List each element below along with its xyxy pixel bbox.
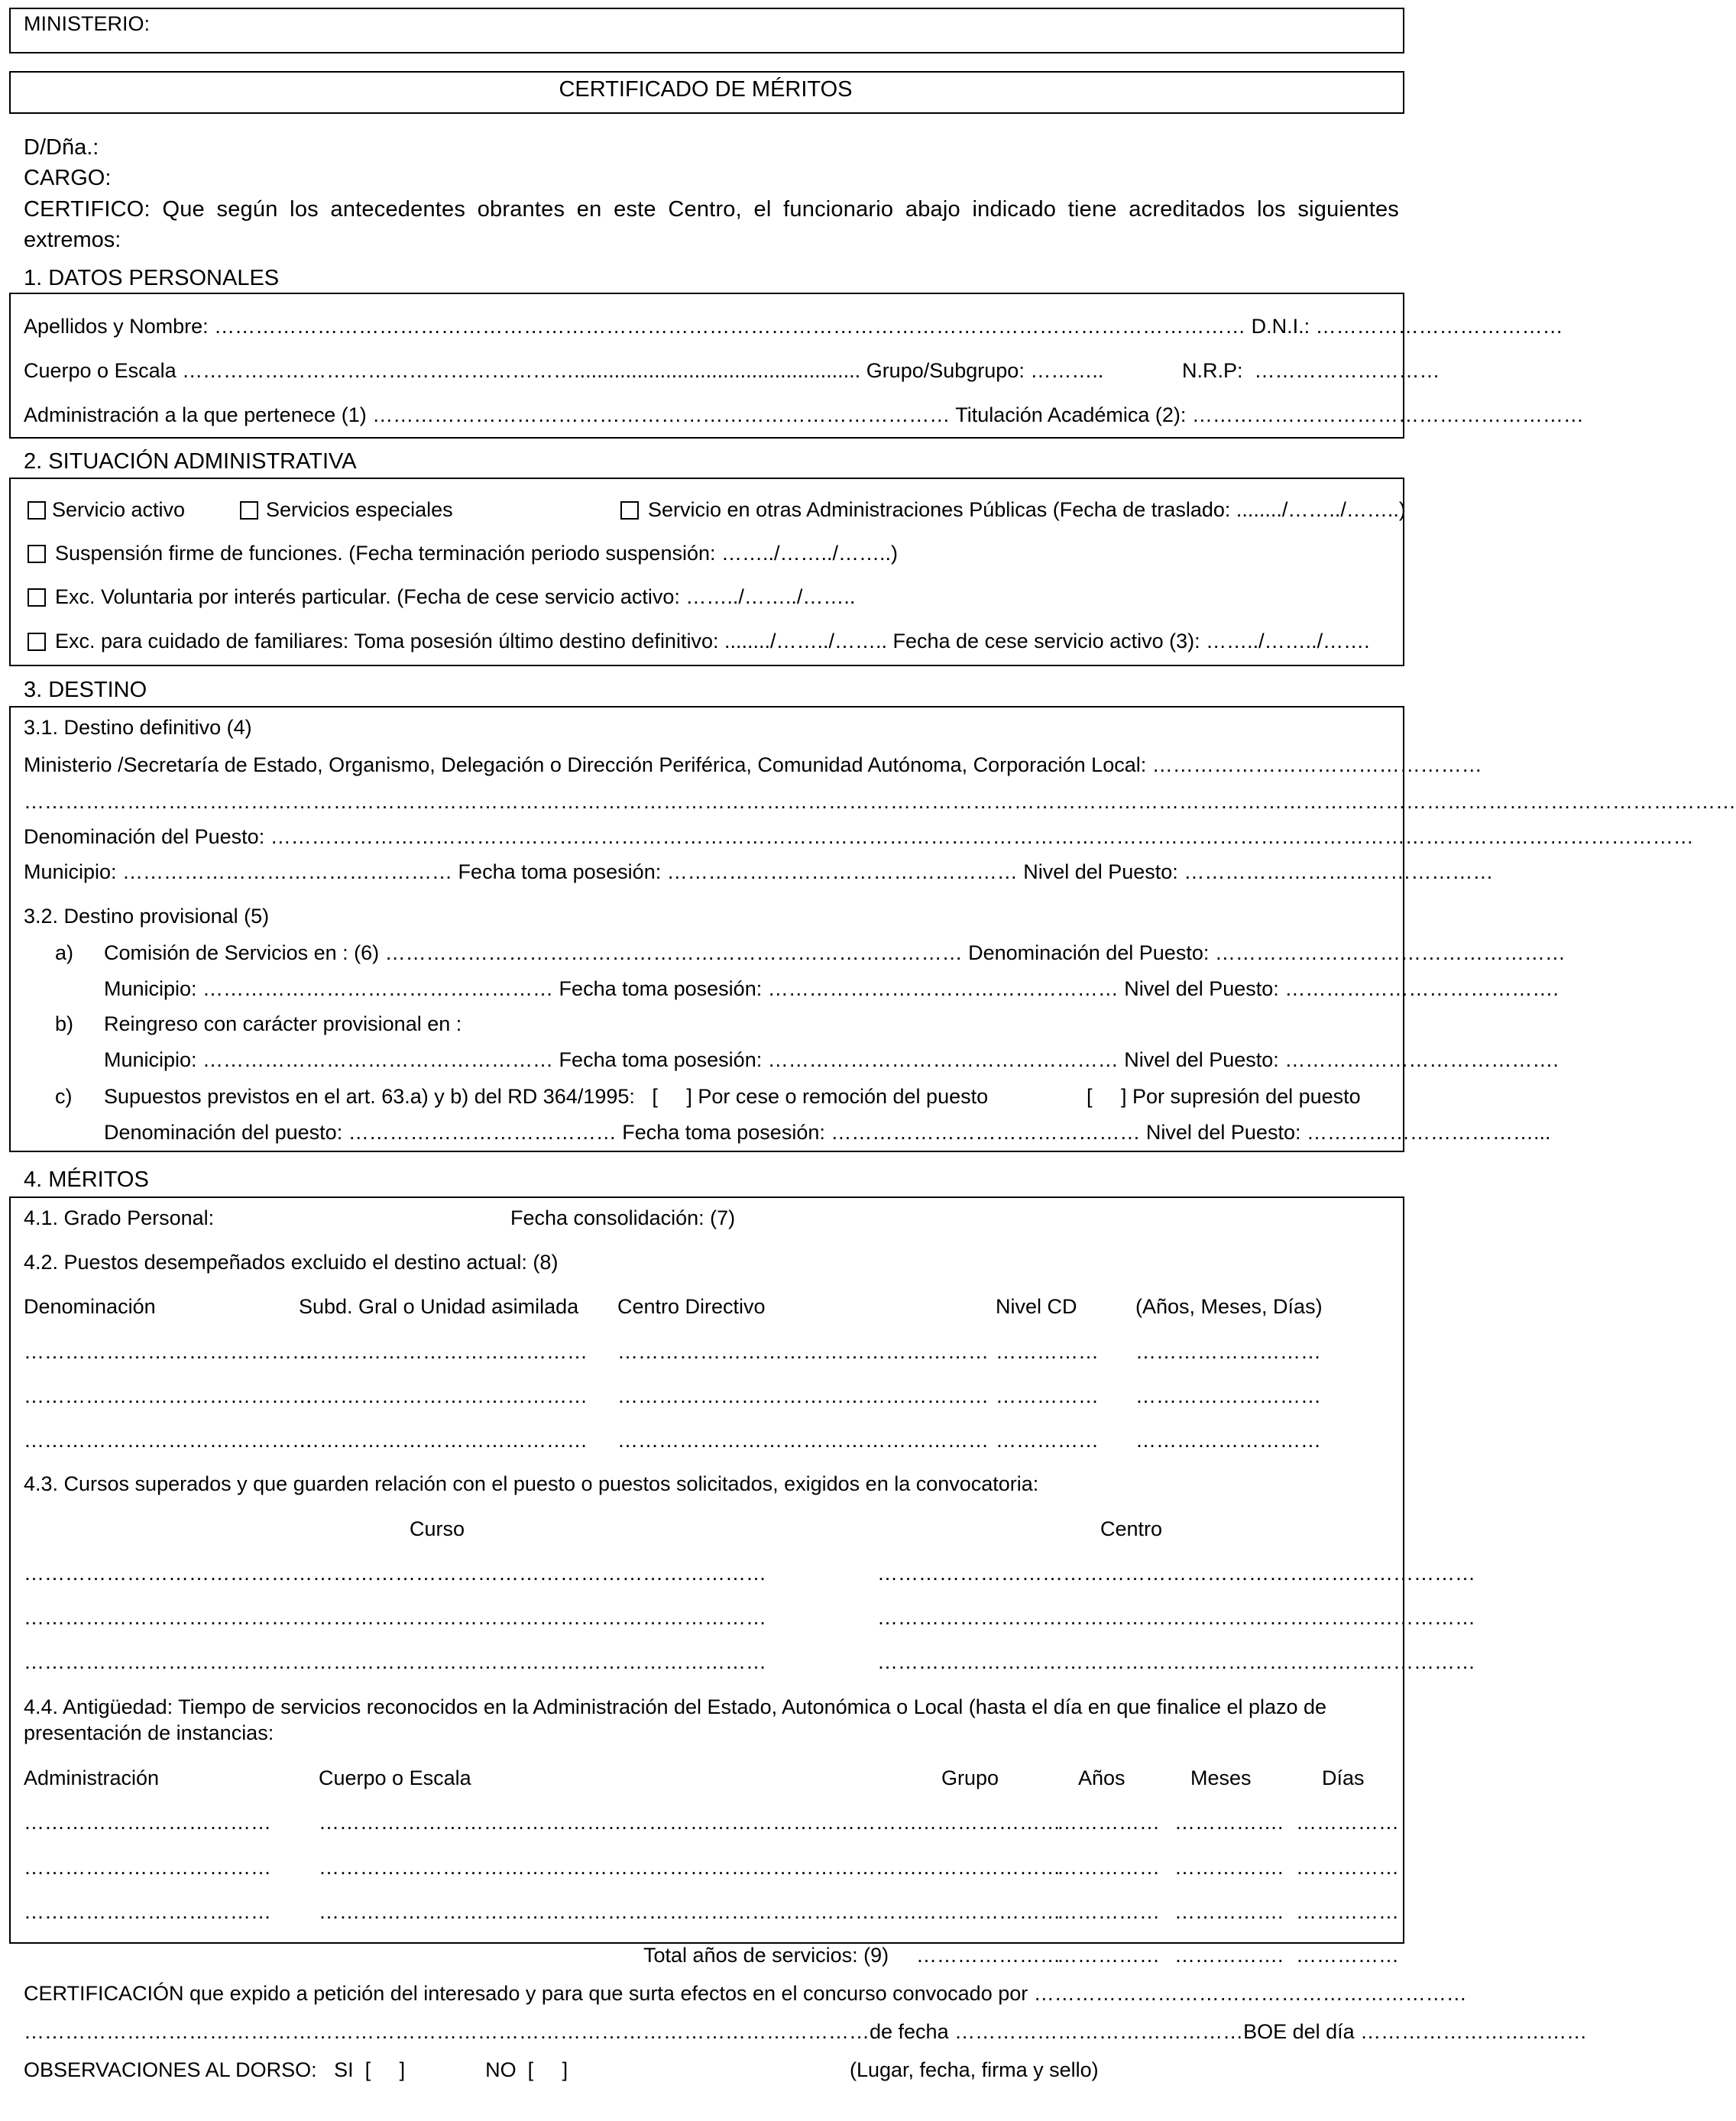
puestos-row-2-centro: ……………………………………………… bbox=[617, 1384, 989, 1407]
item-c-label: c) bbox=[55, 1085, 73, 1108]
certificacion-text-cont: ……………………………………………………………………………………………………………de fecha ……………………………………BOE del día …………………………… bbox=[24, 2020, 1588, 2043]
total-servicios-label: Total años de servicios: (9) bbox=[643, 1944, 889, 1967]
option-servicio-activo: Servicio activo bbox=[52, 498, 186, 521]
checkbox-cuidado-familiares[interactable] bbox=[28, 633, 46, 651]
total-dias: …………… bbox=[1296, 1944, 1399, 1967]
antiguedad-row-3-anos: …………… bbox=[1057, 1900, 1160, 1923]
antiguedad-row-2-anos: …………… bbox=[1057, 1856, 1160, 1879]
antiguedad-title: 4.4. Antigüedad: Tiempo de servicios reconocidos en la Administración del Estado, Autonómica o Local (hasta el día en que finalice el plazo de bbox=[24, 1695, 1327, 1718]
puestos-col-centro: Centro Directivo bbox=[617, 1295, 766, 1318]
total-meses: ……………. bbox=[1174, 1944, 1284, 1967]
antiguedad-row-2-cuerpo: …………………………………………………………………………… bbox=[319, 1856, 917, 1879]
puestos-row-1-nivel: …………… bbox=[996, 1340, 1099, 1363]
checkbox-excedencia-voluntaria[interactable] bbox=[28, 588, 46, 607]
puestos-row-2-subdireccion: …………………………………… bbox=[299, 1384, 588, 1407]
antiguedad-row-1-grupo: ………………… bbox=[916, 1811, 1061, 1834]
antiguedad-row-2-grupo: ………………… bbox=[916, 1856, 1061, 1879]
antiguedad-row-3-cuerpo: …………………………………………………………………………… bbox=[319, 1900, 917, 1923]
antiguedad-col-grupo: Grupo bbox=[941, 1766, 999, 1789]
certifico-text: CERTIFICO: Que según los antecedentes obrantes en este Centro, el funcionario abajo indicado tiene acreditados los siguientes bbox=[24, 197, 1399, 222]
option-suspension: Suspensión firme de funciones. (Fecha terminación periodo suspensión: ……../……../……..) bbox=[55, 542, 898, 565]
antiguedad-row-3-administracion: ……………………………… bbox=[24, 1900, 271, 1923]
antiguedad-title-cont: presentación de instancias: bbox=[24, 1721, 274, 1744]
cursos-col-centro: Centro bbox=[1100, 1517, 1163, 1540]
antiguedad-row-3-meses: ……………. bbox=[1174, 1900, 1284, 1923]
puestos-row-1-subdireccion: …………………………………… bbox=[299, 1340, 588, 1363]
section-4-heading: 4. MÉRITOS bbox=[24, 1167, 149, 1192]
field-comision-servicios: Comisión de Servicios en : (6) ………………………………………………………………………… Denominación del Puesto: …………………………………………… bbox=[104, 941, 1566, 964]
antiguedad-row-1-anos: …………… bbox=[1057, 1811, 1160, 1834]
antiguedad-row-2-dias: …………… bbox=[1296, 1856, 1399, 1879]
antiguedad-row-1-dias: …………… bbox=[1296, 1811, 1399, 1834]
checkbox-servicio-activo[interactable] bbox=[28, 501, 46, 520]
antiguedad-row-1-administracion: ……………………………… bbox=[24, 1811, 271, 1834]
total-anos: …………… bbox=[1057, 1944, 1160, 1967]
antiguedad-col-anos: Años bbox=[1078, 1766, 1125, 1789]
cursos-row-1-centro: …………………………………………………………………………… bbox=[877, 1562, 1475, 1585]
cursos-row-3-curso: ……………………………………………………………………………………………… bbox=[24, 1650, 766, 1673]
cursos-col-curso: Curso bbox=[410, 1517, 465, 1540]
document-title: CERTIFICADO DE MÉRITOS bbox=[559, 77, 853, 102]
checkbox-otras-administraciones[interactable] bbox=[620, 501, 639, 520]
field-apellidos-dni: Apellidos y Nombre: …………………………………………………………………………………………………………………………………… D.N.I.: ……………………………… bbox=[24, 315, 1563, 338]
puestos-col-denominacion: Denominación bbox=[24, 1295, 156, 1318]
field-grado-personal: 4.1. Grado Personal: bbox=[24, 1206, 215, 1229]
cursos-row-1-curso: ……………………………………………………………………………………………… bbox=[24, 1562, 766, 1585]
field-municipio-comision: Municipio: …………………………………………… Fecha toma posesión: …………………………………………… Nivel del Puesto: …………………………………. bbox=[104, 977, 1559, 1000]
puestos-col-nivel: Nivel CD bbox=[996, 1295, 1077, 1318]
antiguedad-col-administracion: Administración bbox=[24, 1766, 160, 1789]
option-excedencia-voluntaria: Exc. Voluntaria por interés particular. (Fecha de cese servicio activo: ……../……../…….. bbox=[55, 585, 856, 608]
field-nrp: N.R.P: ……………………… bbox=[1182, 359, 1440, 382]
field-ministerio-organismo: Ministerio /Secretaría de Estado, Organismo, Delegación o Dirección Periférica, Comunidad Autónoma, Corporación Local: ………………………………………… bbox=[24, 753, 1482, 776]
field-supuestos-supresion: [ ] Por supresión del puesto bbox=[1087, 1085, 1361, 1108]
field-denominacion-puesto: Denominación del Puesto: ……………………………………………………………………………………………………………………………………………………………………………………… bbox=[24, 825, 1694, 848]
puestos-col-tiempo: (Años, Meses, Días) bbox=[1135, 1295, 1323, 1318]
puestos-row-3-centro: ……………………………………………… bbox=[617, 1429, 989, 1452]
cursos-row-3-centro: …………………………………………………………………………… bbox=[877, 1650, 1475, 1673]
cursos-row-2-curso: ……………………………………………………………………………………………… bbox=[24, 1606, 766, 1629]
option-servicios-especiales: Servicios especiales bbox=[266, 498, 453, 521]
puestos-title: 4.2. Puestos desempeñados excluido el destino actual: (8) bbox=[24, 1251, 559, 1274]
section-1-heading: 1. DATOS PERSONALES bbox=[24, 266, 280, 290]
antiguedad-row-3-dias: …………… bbox=[1296, 1900, 1399, 1923]
antiguedad-row-2-administracion: ……………………………… bbox=[24, 1856, 271, 1879]
antiguedad-row-1-cuerpo: …………………………………………………………………………… bbox=[319, 1811, 917, 1834]
checkbox-suspension[interactable] bbox=[28, 545, 46, 563]
puestos-row-1-centro: ……………………………………………… bbox=[617, 1340, 989, 1363]
puestos-row-1-tiempo: ……………………… bbox=[1135, 1340, 1321, 1363]
antiguedad-col-cuerpo: Cuerpo o Escala bbox=[319, 1766, 471, 1789]
field-municipio-reingreso: Municipio: …………………………………………… Fecha toma posesión: …………………………………………… Nivel del Puesto: …………………………………. bbox=[104, 1048, 1559, 1071]
destino-definitivo-title: 3.1. Destino definitivo (4) bbox=[24, 716, 252, 739]
checkbox-servicios-especiales[interactable] bbox=[240, 501, 258, 520]
antiguedad-col-dias: Días bbox=[1322, 1766, 1365, 1789]
option-otras-administraciones: Servicio en otras Administraciones Públicas (Fecha de traslado: ......../……../……..) bbox=[648, 498, 1406, 521]
puestos-row-2-nivel: …………… bbox=[996, 1384, 1099, 1407]
puestos-row-2-denominacion: …………………………………… bbox=[24, 1384, 313, 1407]
observaciones-al-dorso: OBSERVACIONES AL DORSO: SI [ ] NO [ ] bbox=[24, 2058, 568, 2081]
field-ministerio-cont: …………………………………………………………………………………………………………………………………………………………………………………………………………………………… bbox=[24, 790, 1736, 813]
ministerio-label: MINISTERIO: bbox=[24, 12, 151, 35]
certifico-text-cont: extremos: bbox=[24, 228, 121, 252]
field-administracion-titulacion: Administración a la que pertenece (1) ………………………………………………………………………… Titulación Académica (2): ………………………………………………… bbox=[24, 403, 1584, 426]
ministerio-box bbox=[9, 8, 1404, 53]
total-grupo: ………………… bbox=[916, 1944, 1061, 1967]
antiguedad-col-meses: Meses bbox=[1190, 1766, 1252, 1789]
item-b-label: b) bbox=[55, 1012, 74, 1035]
item-a-label: a) bbox=[55, 941, 74, 964]
field-fecha-consolidacion: Fecha consolidación: (7) bbox=[510, 1206, 736, 1229]
field-denominacion-supuestos: Denominación del puesto: ………………………………… Fecha toma posesión: ……………………………………… Nivel del Puesto: ……………………………... bbox=[104, 1121, 1551, 1144]
field-cuerpo-grupo: Cuerpo o Escala ………………………………………………….................................................. Grupo/Subgrupo: ……….. bbox=[24, 359, 1104, 382]
puestos-row-3-denominacion: …………………………………… bbox=[24, 1429, 313, 1452]
certificacion-text: CERTIFICACIÓN que expido a petición del interesado y para que surta efectos en el concurso convocado por ……………………………………………………… bbox=[24, 1982, 1467, 2005]
puestos-row-1-denominacion: …………………………………… bbox=[24, 1340, 313, 1363]
cursos-title: 4.3. Cursos superados y que guarden relación con el puesto o puestos solicitados, exigidos en la convocatoria: bbox=[24, 1472, 1039, 1495]
puestos-row-3-subdireccion: …………………………………… bbox=[299, 1429, 588, 1452]
puestos-row-3-nivel: …………… bbox=[996, 1429, 1099, 1452]
cargo-label: CARGO: bbox=[24, 166, 112, 190]
ddna-label: D/Dña.: bbox=[24, 135, 99, 160]
field-reingreso: Reingreso con carácter provisional en : bbox=[104, 1012, 462, 1035]
antiguedad-row-1-meses: ……………. bbox=[1174, 1811, 1284, 1834]
section-3-heading: 3. DESTINO bbox=[24, 678, 147, 702]
puestos-row-3-tiempo: ……………………… bbox=[1135, 1429, 1321, 1452]
field-supuestos-cese: Supuestos previstos en el art. 63.a) y b) del RD 364/1995: [ ] Por cese o remoción del puesto bbox=[104, 1085, 989, 1108]
cursos-row-2-centro: …………………………………………………………………………… bbox=[877, 1606, 1475, 1629]
puestos-row-2-tiempo: ……………………… bbox=[1135, 1384, 1321, 1407]
option-cuidado-familiares: Exc. para cuidado de familiares: Toma posesión último destino definitivo: ......../……../…….. Fecha de cese servicio activo (3): ……../……../……. bbox=[55, 630, 1370, 652]
field-municipio-definitivo: Municipio: ………………………………………… Fecha toma posesión: …………………………………………… Nivel del Puesto: ……………………………………… bbox=[24, 860, 1494, 883]
antiguedad-row-2-meses: ……………. bbox=[1174, 1856, 1284, 1879]
firma-label: (Lugar, fecha, firma y sello) bbox=[850, 2058, 1099, 2081]
section-2-heading: 2. SITUACIÓN ADMINISTRATIVA bbox=[24, 449, 357, 474]
antiguedad-row-3-grupo: ………………… bbox=[916, 1900, 1061, 1923]
destino-provisional-title: 3.2. Destino provisional (5) bbox=[24, 905, 270, 928]
puestos-col-subdireccion: Subd. Gral o Unidad asimilada bbox=[299, 1295, 579, 1318]
